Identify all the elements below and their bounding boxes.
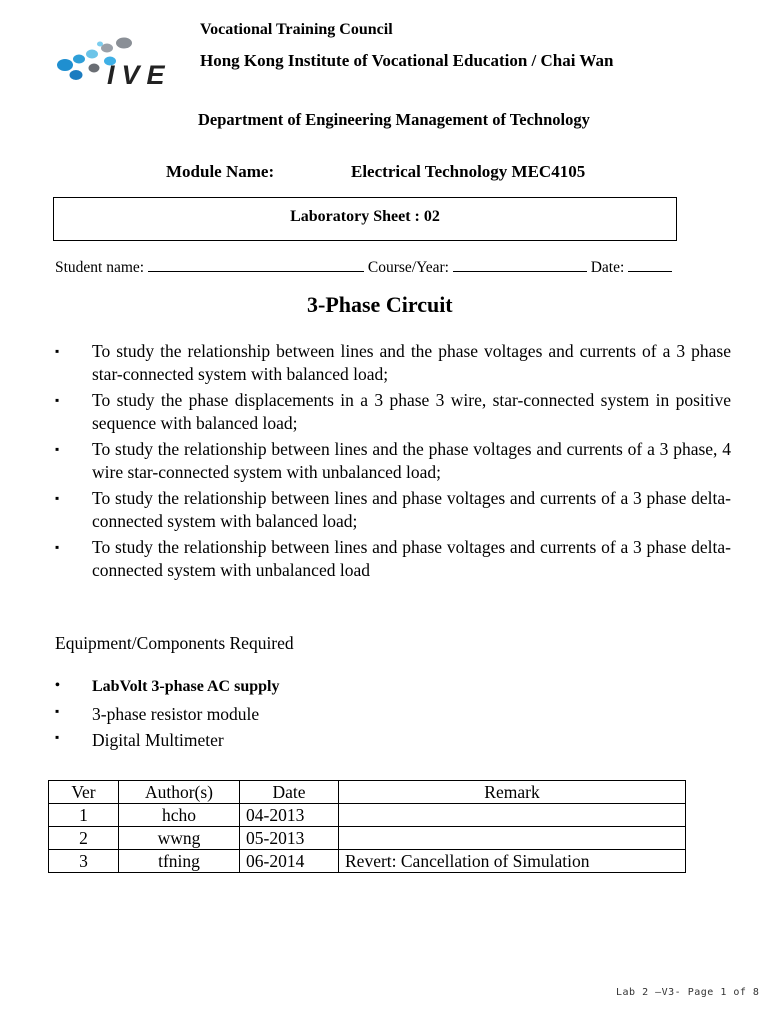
table-row (49, 850, 686, 873)
cell-ver: 1 (49, 804, 119, 827)
square-bullet-icon: ▪ (55, 344, 60, 358)
module-name-label: Module Name: (166, 162, 275, 181)
cell-author: wwng (119, 827, 240, 850)
objectives-list (55, 340, 731, 585)
cell-remark: Revert: Cancellation of Simulation (339, 850, 686, 873)
lab-sheet-number: Laboratory Sheet : 02 (290, 208, 440, 225)
course-year-label: Course/Year: (367, 259, 449, 276)
date-label: Date: (590, 259, 625, 276)
round-bullet-icon: • (55, 678, 60, 693)
list-item: ▪ To study the relationship between lines and phase voltages and currents of a 3 phase delta-connected system with balanced load; (55, 488, 731, 531)
student-name-label: Student name: (55, 259, 145, 276)
cell-ver: 2 (49, 827, 119, 850)
list-item: ▪ 3-phase resistor module (55, 704, 260, 724)
square-bullet-icon: ▪ (55, 491, 60, 505)
date-field[interactable] (628, 259, 672, 272)
institute-name: Hong Kong Institute of Vocational Education / Chai Wan (200, 51, 614, 70)
list-item: ▪ To study the relationship between lines and the phase voltages and currents of a 3 phase star-connected system with balanced load; (55, 341, 731, 384)
cell-remark (339, 804, 686, 827)
list-item: ▪ To study the relationship between lines and the phase voltages and currents of a 3 phase, 4 wire star-connected system with unbalanced load; (55, 439, 731, 482)
square-bullet-icon: ▪ (55, 393, 60, 407)
cell-date: 05-2013 (240, 827, 339, 850)
equipment-list (55, 678, 279, 756)
cell-remark (339, 827, 686, 850)
list-item: • LabVolt 3-phase AC supply (55, 678, 280, 695)
student-name-field[interactable] (148, 259, 364, 272)
ive-logo-text: IVE (107, 60, 172, 90)
table-row (49, 804, 686, 827)
cell-author: tfning (119, 850, 240, 873)
cell-date: 06-2014 (240, 850, 339, 873)
square-bullet-icon: ▪ (55, 730, 60, 744)
list-item: ▪ To study the relationship between lines and phase voltages and currents of a 3 phase delta-connected system with unbalanced load (55, 537, 731, 580)
student-info-line (55, 259, 672, 277)
council-name: Vocational Training Council (200, 21, 393, 38)
cell-ver: 3 (49, 850, 119, 873)
course-year-field[interactable] (453, 259, 587, 272)
version-history-table (48, 780, 686, 873)
department-name: Department of Engineering Management of Technology (198, 110, 590, 129)
page-footer: Lab 2 –V3- Page 1 of 8 (616, 987, 760, 998)
square-bullet-icon: ▪ (55, 442, 60, 456)
ive-logo (52, 34, 187, 94)
module-name-value: Electrical Technology MEC4105 (351, 162, 586, 181)
column-header-authors: Author(s) (119, 781, 240, 804)
cell-author: hcho (119, 804, 240, 827)
list-item: ▪ To study the phase displacements in a 3 phase 3 wire, star-connected system in positive sequence with balanced load; (55, 390, 731, 433)
square-bullet-icon: ▪ (55, 704, 60, 718)
list-item: ▪ Digital Multimeter (55, 730, 224, 750)
table-row (49, 827, 686, 850)
column-header-ver: Ver (49, 781, 119, 804)
column-header-date: Date (240, 781, 339, 804)
equipment-heading: Equipment/Components Required (55, 633, 294, 653)
table-header-row (49, 781, 686, 804)
square-bullet-icon: ▪ (55, 540, 60, 554)
page-title: 3-Phase Circuit (307, 292, 453, 317)
cell-date: 04-2013 (240, 804, 339, 827)
column-header-remark: Remark (339, 781, 686, 804)
